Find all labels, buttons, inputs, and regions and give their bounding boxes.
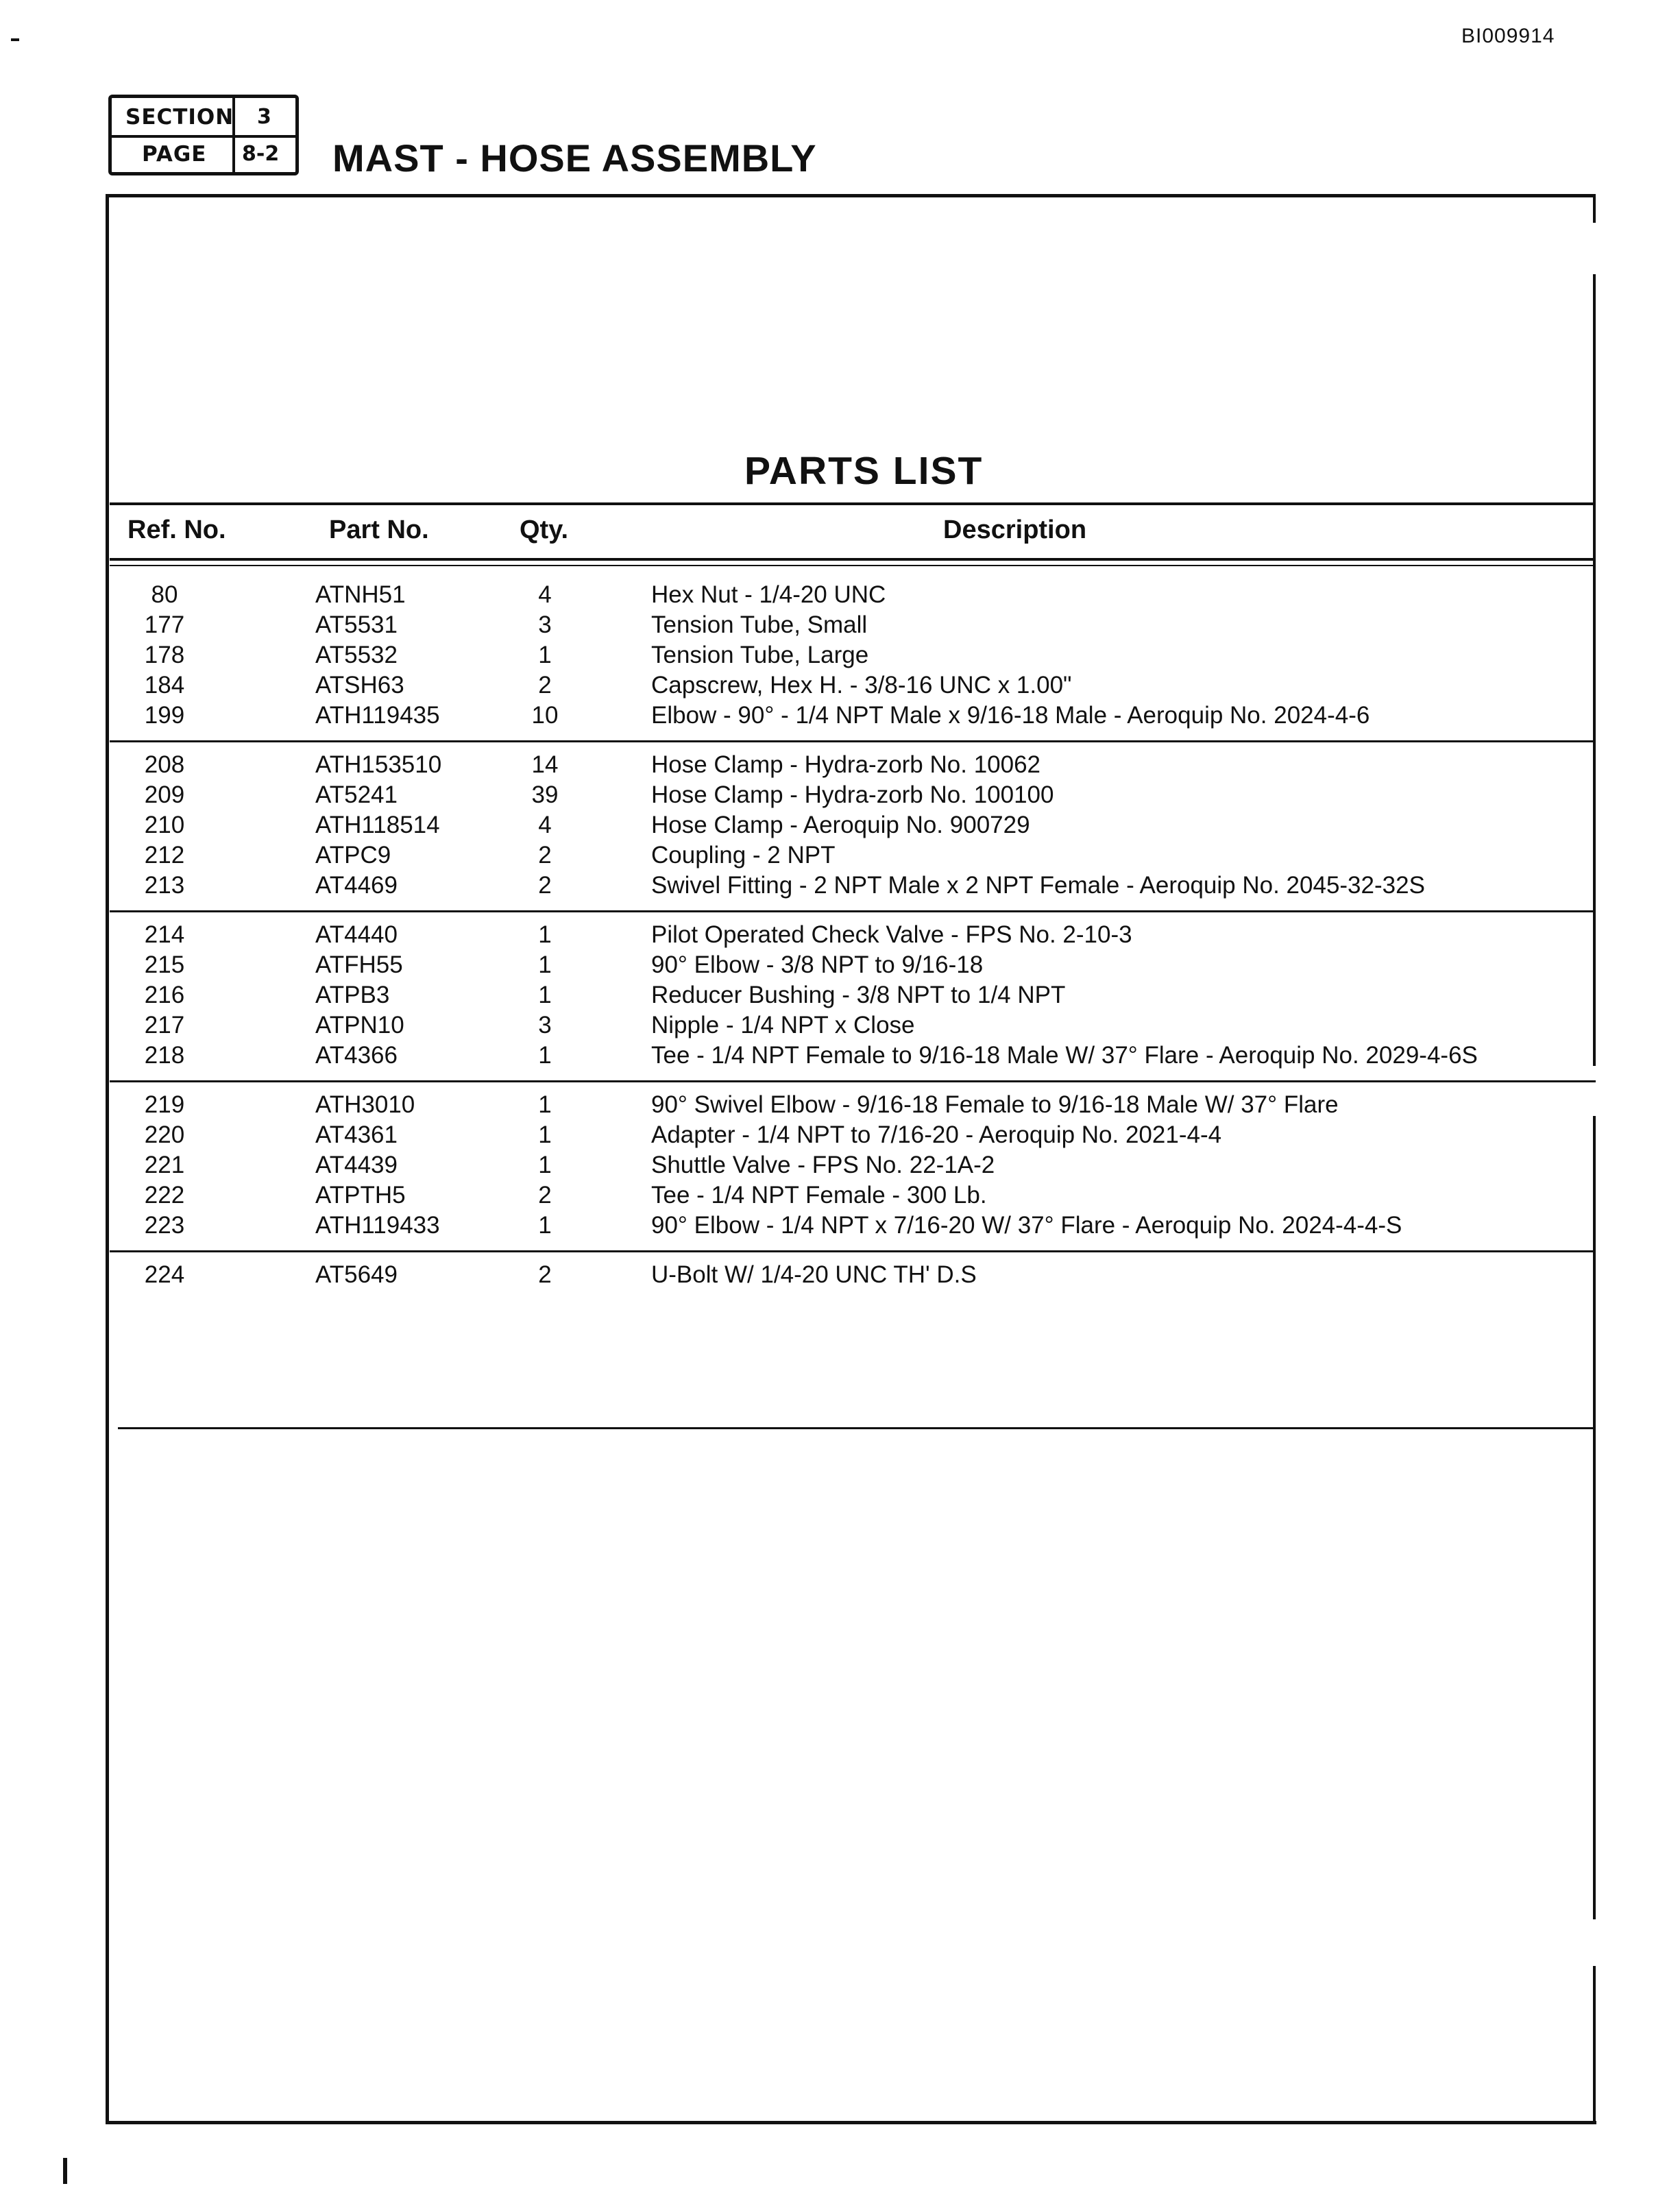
page-value: 8-2 xyxy=(242,142,280,166)
description: Elbow - 90° - 1/4 NPT Male x 9/16-18 Male - Aeroquip No. 2024-4-6 xyxy=(651,702,1370,729)
parts-list-heading: PARTS LIST xyxy=(744,449,984,493)
description: 90° Elbow - 1/4 NPT x 7/16-20 W/ 37° Flare - Aeroquip No. 2024-4-4-S xyxy=(651,1212,1402,1239)
description: 90° Swivel Elbow - 9/16-18 Female to 9/16-18 Male W/ 37° Flare xyxy=(651,1091,1339,1118)
frame-border xyxy=(108,194,1596,197)
description: Adapter - 1/4 NPT to 7/16-20 - Aeroquip No. 2021-4-4 xyxy=(651,1121,1222,1148)
part-number: ATPB3 xyxy=(315,982,390,1008)
page-title: MAST - HOSE ASSEMBLY xyxy=(332,136,817,180)
ref-number: 217 xyxy=(144,1012,185,1039)
part-number: AT5531 xyxy=(315,611,398,638)
part-number: ATFH55 xyxy=(315,951,403,978)
column-header-ref: Ref. No. xyxy=(127,515,226,544)
scan-mark xyxy=(11,38,19,41)
quantity: 14 xyxy=(531,751,559,778)
frame-border xyxy=(106,194,109,2124)
part-number: ATH3010 xyxy=(315,1091,415,1118)
description: 90° Elbow - 3/8 NPT to 9/16-18 xyxy=(651,951,984,978)
description: Hose Clamp - Hydra-zorb No. 10062 xyxy=(651,751,1041,778)
group-divider xyxy=(110,1250,1596,1252)
column-header-description: Description xyxy=(943,515,1087,544)
part-number: ATSH63 xyxy=(315,672,404,699)
ref-number: 215 xyxy=(144,951,185,978)
ref-number: 210 xyxy=(144,812,185,838)
ref-number: 208 xyxy=(144,751,185,778)
ref-number: 214 xyxy=(144,921,185,948)
ref-number: 224 xyxy=(144,1261,185,1288)
quantity: 2 xyxy=(538,872,552,899)
part-number: AT4366 xyxy=(315,1042,398,1069)
ref-number: 178 xyxy=(144,642,185,668)
quantity: 2 xyxy=(538,1261,552,1288)
ref-number: 199 xyxy=(144,702,185,729)
frame-border xyxy=(1593,274,1596,1066)
quantity: 1 xyxy=(538,1152,552,1178)
group-divider xyxy=(110,740,1596,742)
ref-number: 213 xyxy=(144,872,185,899)
frame-border xyxy=(1593,194,1596,223)
group-divider xyxy=(110,910,1596,912)
ref-number: 80 xyxy=(151,581,178,608)
ref-number: 184 xyxy=(144,672,185,699)
description: U-Bolt W/ 1/4-20 UNC TH' D.S xyxy=(651,1261,977,1288)
quantity: 4 xyxy=(538,812,552,838)
column-header-qty: Qty. xyxy=(520,515,569,544)
ref-number: 221 xyxy=(144,1152,185,1178)
part-number: AT5532 xyxy=(315,642,398,668)
quantity: 39 xyxy=(531,781,559,808)
document-id: BI009914 xyxy=(1461,25,1555,47)
part-number: ATH118514 xyxy=(315,812,440,838)
quantity: 1 xyxy=(538,921,552,948)
ref-number: 209 xyxy=(144,781,185,808)
description: Tension Tube, Large xyxy=(651,642,869,668)
quantity: 3 xyxy=(538,1012,552,1039)
description: Hose Clamp - Aeroquip No. 900729 xyxy=(651,812,1030,838)
part-number: ATPC9 xyxy=(315,842,391,869)
section-page-box xyxy=(108,95,299,175)
quantity: 1 xyxy=(538,642,552,668)
part-number: ATH153510 xyxy=(315,751,442,778)
table-end-rule xyxy=(118,1427,1596,1429)
description: Hex Nut - 1/4-20 UNC xyxy=(651,581,886,608)
part-number: ATNH51 xyxy=(315,581,406,608)
quantity: 3 xyxy=(538,611,552,638)
description: Reducer Bushing - 3/8 NPT to 1/4 NPT xyxy=(651,982,1066,1008)
description: Tee - 1/4 NPT Female - 300 Lb. xyxy=(651,1182,987,1209)
part-number: ATH119433 xyxy=(315,1212,440,1239)
ref-number: 223 xyxy=(144,1212,185,1239)
description: Tee - 1/4 NPT Female to 9/16-18 Male W/ 37° Flare - Aeroquip No. 2029-4-6S xyxy=(651,1042,1478,1069)
description: Pilot Operated Check Valve - FPS No. 2-10-3 xyxy=(651,921,1132,948)
frame-border xyxy=(1593,1966,1596,2124)
quantity: 1 xyxy=(538,1042,552,1069)
section-label: SECTION xyxy=(125,105,234,130)
frame-border xyxy=(106,2121,1596,2124)
ref-number: 177 xyxy=(144,611,185,638)
quantity: 1 xyxy=(538,982,552,1008)
page-label: PAGE xyxy=(142,142,207,167)
part-number: AT4439 xyxy=(315,1152,398,1178)
part-number: AT4440 xyxy=(315,921,398,948)
quantity: 1 xyxy=(538,951,552,978)
group-divider xyxy=(110,1080,1596,1082)
column-header-part: Part No. xyxy=(329,515,429,544)
description: Coupling - 2 NPT xyxy=(651,842,836,869)
quantity: 10 xyxy=(531,702,559,729)
description: Hose Clamp - Hydra-zorb No. 100100 xyxy=(651,781,1054,808)
header-rule-bottom xyxy=(110,558,1596,561)
quantity: 2 xyxy=(538,672,552,699)
part-number: ATH119435 xyxy=(315,702,440,729)
description: Nipple - 1/4 NPT x Close xyxy=(651,1012,915,1039)
part-number: AT5241 xyxy=(315,781,398,808)
quantity: 2 xyxy=(538,1182,552,1209)
description: Tension Tube, Small xyxy=(651,611,868,638)
part-number: AT5649 xyxy=(315,1261,398,1288)
quantity: 4 xyxy=(538,581,552,608)
quantity: 1 xyxy=(538,1121,552,1148)
part-number: AT4469 xyxy=(315,872,398,899)
quantity: 1 xyxy=(538,1212,552,1239)
header-rule-bottom xyxy=(110,565,1596,566)
description: Capscrew, Hex H. - 3/8-16 UNC x 1.00" xyxy=(651,672,1072,699)
description: Shuttle Valve - FPS No. 22-1A-2 xyxy=(651,1152,995,1178)
quantity: 2 xyxy=(538,842,552,869)
section-value: 3 xyxy=(257,105,271,129)
ref-number: 220 xyxy=(144,1121,185,1148)
part-number: ATPTH5 xyxy=(315,1182,406,1209)
header-rule-top xyxy=(110,502,1596,505)
scan-mark xyxy=(63,2158,67,2184)
frame-border xyxy=(1593,1116,1596,1919)
ref-number: 216 xyxy=(144,982,185,1008)
ref-number: 212 xyxy=(144,842,185,869)
ref-number: 218 xyxy=(144,1042,185,1069)
ref-number: 222 xyxy=(144,1182,185,1209)
ref-number: 219 xyxy=(144,1091,185,1118)
description: Swivel Fitting - 2 NPT Male x 2 NPT Female - Aeroquip No. 2045-32-32S xyxy=(651,872,1425,899)
quantity: 1 xyxy=(538,1091,552,1118)
part-number: ATPN10 xyxy=(315,1012,404,1039)
part-number: AT4361 xyxy=(315,1121,398,1148)
